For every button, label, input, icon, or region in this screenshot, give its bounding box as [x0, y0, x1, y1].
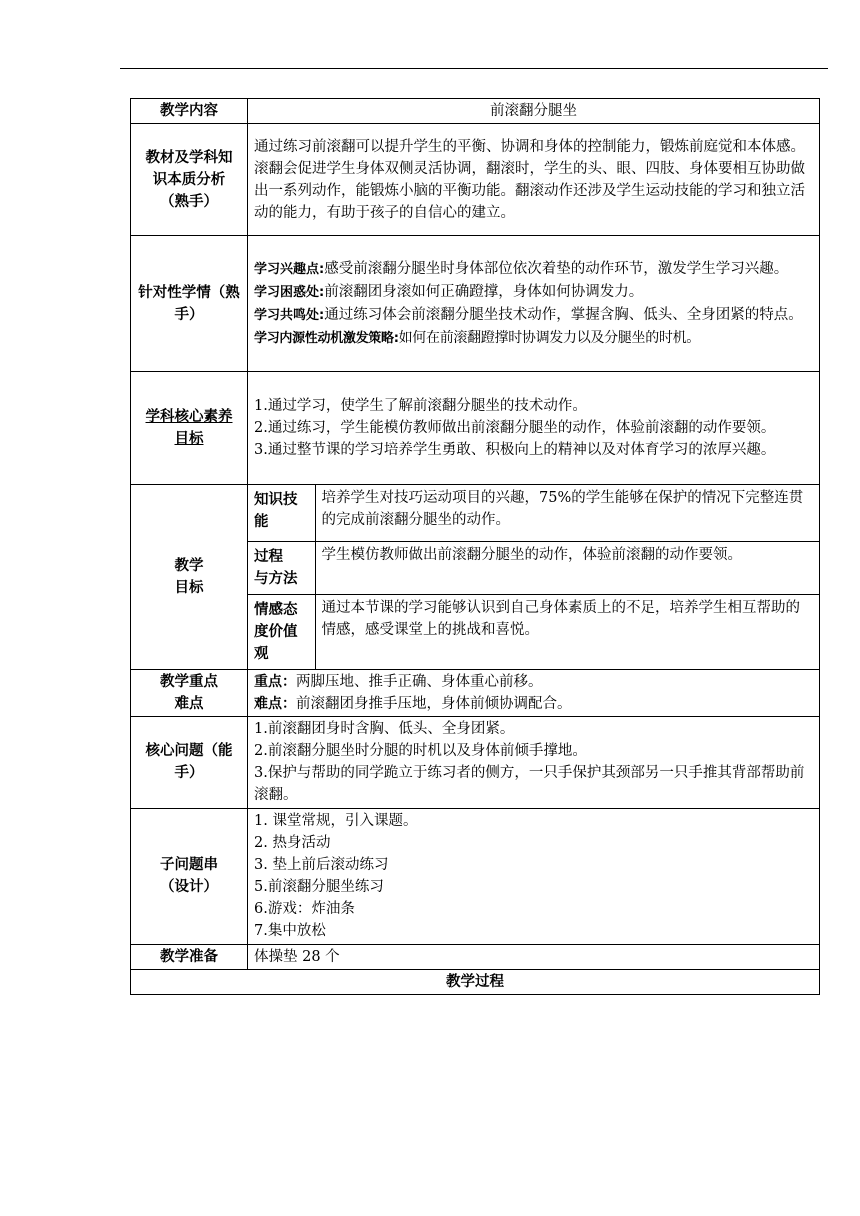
teaching-goals-detail	[248, 485, 820, 670]
key-points-label	[131, 669, 248, 716]
preparation-label: 教学准备	[131, 944, 248, 969]
core-questions-label-line: 核心问题（能	[145, 743, 233, 759]
goal-name	[248, 594, 315, 669]
row-key-points	[131, 669, 820, 716]
core-literacy-label-line: 目标	[174, 431, 204, 447]
row-analysis	[131, 124, 820, 236]
analysis-label-line: 识本质分析	[152, 171, 226, 188]
hard-point-text: 前滚翻团身推手压地，身体前倾协调配合。	[296, 695, 572, 712]
core-literacy-label	[131, 372, 248, 485]
list-item: 2.前滚翻分腿坐时分腿的时机以及身体前倾手撑地。	[254, 743, 587, 759]
goal-text: 培养学生对技巧运动项目的兴趣，75%的学生能够在保护的情况下完整连贯的完成前滚翻分腿坐的动作。	[321, 490, 804, 528]
goal-name-line: 情感态	[254, 601, 298, 618]
difficulty-point	[254, 281, 813, 304]
goal-text: 通过本节课的学习能够认识到自己身体素质上的不足，培养学生相互帮助的情感，感受课堂上的挑战和喜悦。	[315, 594, 819, 669]
process-heading: 教学过程	[131, 969, 820, 994]
goal-row-process	[248, 541, 819, 594]
teaching-goals-subtable	[248, 485, 819, 669]
key-points-label-line: 教学重点	[160, 673, 218, 690]
resonance-point	[254, 304, 813, 327]
list-item: 3.保护与帮助的同学跪立于练习者的侧方，一只手保护其颈部另一只手推其背部帮助前滚翻。	[254, 765, 805, 803]
preparation-text: 体操垫 28 个	[248, 944, 820, 969]
core-questions-text	[248, 716, 820, 808]
analysis-text: 通过练习前滚翻可以提升学生的平衡、协调和身体的控制能力，锻炼前庭觉和本体感。滚翻会促进学生身体双侧灵活协调，翻滚时，学生的头、眼、四肢、身体要相互协助做出一系列动作，能锻炼小脑的平衡功能。翻滚动作还涉及学生运动技能的学习和独立活动的能力，有助于孩子的自信心的建立。	[248, 124, 820, 236]
goal-name-line: 度价值	[254, 623, 298, 640]
analysis-label-line: 教材及学科知	[145, 149, 233, 166]
core-literacy-text	[248, 372, 820, 485]
teaching-goals-label-line: 目标	[174, 579, 204, 596]
list-item: 3.通过整节课的学习培养学生勇敢、积极向上的精神以及对体育学习的浓厚兴趣。	[254, 442, 776, 458]
core-questions-label-line: 手）	[174, 765, 204, 781]
key-points-label-line: 难点	[174, 695, 204, 712]
analysis-label-line: （熟手）	[160, 193, 218, 210]
goal-text: 学生模仿教师做出前滚翻分腿坐的动作，体验前滚翻的动作要领。	[315, 541, 819, 594]
interest-text: 感受前滚翻分腿坐时身体部位依次着垫的动作环节，激发学生学习兴趣。	[324, 260, 789, 277]
key-points-text	[248, 669, 820, 716]
interest-key: 学习兴趣点:	[254, 261, 325, 277]
row-preparation	[131, 944, 820, 969]
content-label: 教学内容	[131, 99, 248, 124]
resonance-text: 通过练习体会前滚翻分腿坐技术动作，掌握含胸、低头、全身团紧的特点。	[324, 306, 803, 323]
sub-questions-label-line: （设计）	[160, 879, 218, 895]
difficulty-key: 学习困惑处:	[254, 284, 325, 300]
goal-name-line: 知识技	[254, 492, 298, 508]
hard-point	[254, 693, 813, 715]
goal-name	[248, 541, 315, 594]
list-item: 1. 课堂常规，引入课题。	[254, 813, 418, 829]
interest-point	[254, 258, 813, 281]
difficulty-text: 前滚翻团身滚如何正确蹬撑，身体如何协调发力。	[324, 283, 644, 300]
row-core-literacy	[131, 372, 820, 485]
list-item: 1.通过学习，使学生了解前滚翻分腿坐的技术动作。	[254, 398, 587, 414]
sub-questions-label	[131, 808, 248, 944]
list-item: 1.前滚翻团身时含胸、低头、全身团紧。	[254, 721, 515, 737]
sub-questions-text	[248, 808, 820, 944]
goal-name-line: 过程	[254, 548, 283, 565]
learners-label-line: 针对性学情（熟	[138, 284, 240, 301]
key-point	[254, 671, 813, 693]
lesson-title: 前滚翻分腿坐	[248, 99, 820, 124]
list-item: 2.通过练习，学生能模仿教师做出前滚翻分腿坐的动作，体验前滚翻的动作要领。	[254, 420, 776, 436]
lesson-plan-table	[130, 98, 820, 995]
resonance-key: 学习共鸣处:	[254, 307, 325, 323]
learners-label-line: 手）	[174, 306, 204, 323]
core-literacy-label-line: 学科核心素养	[145, 409, 233, 425]
analysis-label	[131, 124, 248, 236]
row-learners	[131, 236, 820, 372]
hard-point-label: 难点：	[254, 695, 296, 712]
goal-name-line: 观	[254, 645, 269, 662]
sub-questions-label-line: 子问题串	[160, 857, 218, 873]
row-process	[131, 969, 820, 994]
learners-label	[131, 236, 248, 372]
list-item: 7.集中放松	[254, 923, 326, 939]
key-point-text: 两脚压地、推手正确、身体重心前移。	[296, 673, 543, 690]
row-content	[131, 99, 820, 124]
list-item: 5.前滚翻分腿坐练习	[254, 879, 384, 895]
goal-name-line: 能	[254, 514, 269, 530]
goal-row-knowledge	[248, 485, 819, 541]
motivation-text: 如何在前滚翻蹬撑时协调发力以及分腿坐的时机。	[398, 329, 701, 346]
motivation-key: 学习内源性动机激发策略:	[254, 330, 399, 346]
learners-text	[248, 236, 820, 372]
key-point-label: 重点：	[254, 673, 296, 690]
teaching-goals-label	[131, 485, 248, 670]
list-item: 2. 热身活动	[254, 835, 331, 851]
goal-row-attitude	[248, 594, 819, 669]
list-item: 3. 垫上前后滚动练习	[254, 857, 389, 873]
list-item: 6.游戏：炸油条	[254, 901, 355, 917]
goal-name-line: 与方法	[254, 570, 298, 587]
goal-name	[248, 485, 315, 541]
teaching-goals-label-line: 教学	[174, 557, 204, 574]
row-core-questions	[131, 716, 820, 808]
row-sub-questions	[131, 808, 820, 944]
core-questions-label	[131, 716, 248, 808]
motivation-point	[254, 327, 813, 350]
header-rule	[120, 68, 828, 69]
row-teaching-goals	[131, 485, 820, 670]
